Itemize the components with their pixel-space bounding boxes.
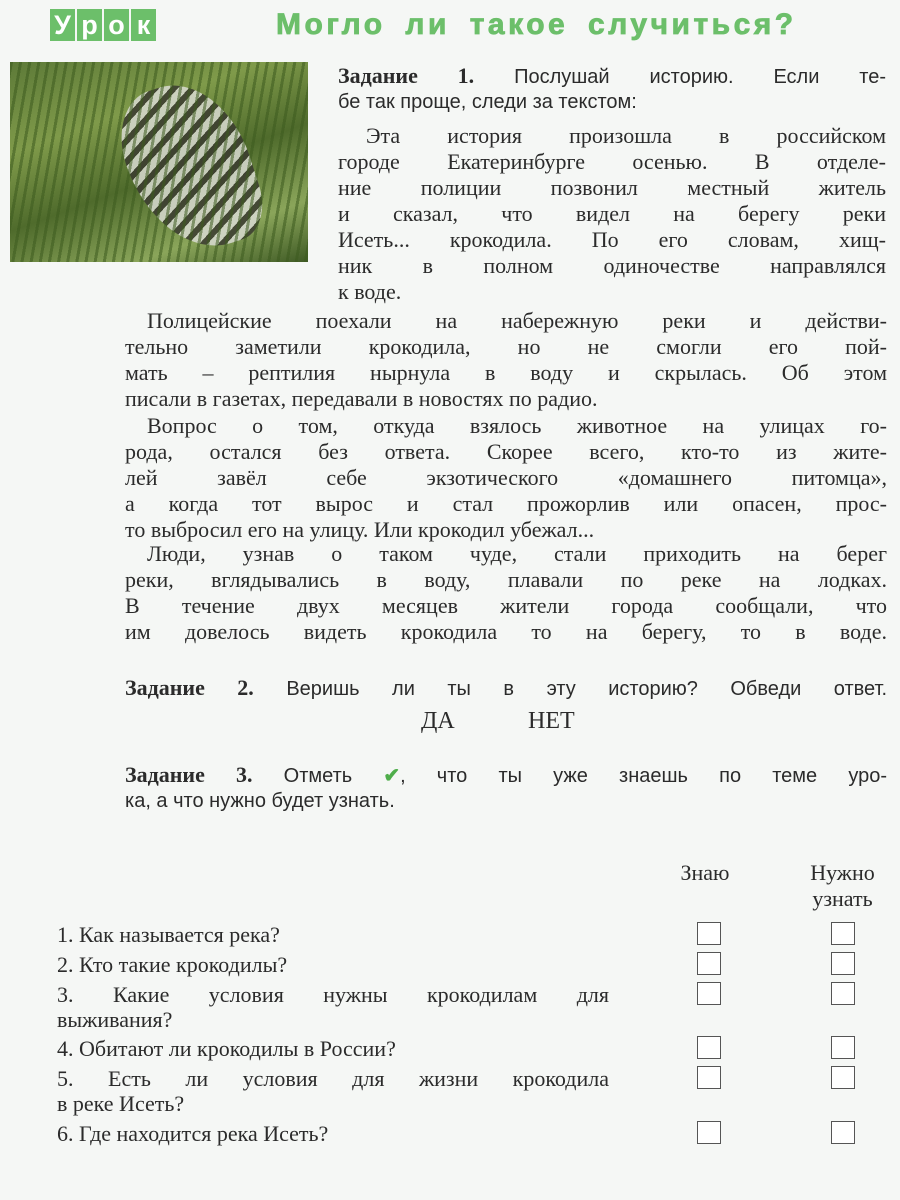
column-need-line1: Нужно	[810, 860, 875, 885]
know-checkbox[interactable]	[697, 1036, 721, 1059]
lesson-letter: о	[104, 9, 129, 41]
story-line: Полицейские поехали на набережную реки и действи-	[147, 308, 887, 333]
question-text: в реке Исеть?	[57, 1091, 185, 1116]
task3-text-line2: ка, а что нужно будет узнать.	[125, 790, 395, 812]
question-text: 2. Кто такие крокодилы?	[57, 952, 288, 977]
story-line: писали в газетах, передавали в новостях по радио.	[125, 386, 598, 411]
question-text: 6. Где находится река Исеть?	[57, 1121, 329, 1146]
know-checkbox[interactable]	[697, 952, 721, 975]
need-to-learn-checkbox[interactable]	[831, 1036, 855, 1059]
task3-label: Задание 3.	[125, 762, 253, 787]
need-to-learn-checkbox[interactable]	[831, 1066, 855, 1089]
story-line: тельно заметили крокодила, но не смогли его пой-	[125, 334, 887, 359]
task1-text: Послушай историю. Если те-	[514, 66, 886, 88]
story-line: то выбросил его на улицу. Или крокодил убежал...	[125, 517, 595, 542]
lesson-label	[50, 9, 156, 41]
lesson-letter: к	[131, 9, 156, 41]
lesson-letter: р	[77, 9, 102, 41]
story-line: мать – рептилия нырнула в воду и скрылась. Об этом	[125, 360, 887, 385]
story-line: и сказал, что видел на берегу реки	[338, 201, 886, 226]
need-to-learn-checkbox[interactable]	[831, 982, 855, 1005]
task3-heading	[125, 762, 887, 789]
task1-label: Задание 1.	[338, 63, 475, 88]
task1-heading	[338, 63, 886, 90]
need-to-learn-checkbox[interactable]	[831, 952, 855, 975]
column-know: Знаю	[680, 860, 730, 885]
task3-text-cont: , что ты уже знаешь по теме уро-	[400, 765, 888, 787]
story-line: Вопрос о том, откуда взялось животное на улицах го-	[147, 413, 887, 438]
lesson-title: Могло ли такое случиться?	[276, 8, 797, 41]
answer-no[interactable]: НЕТ	[528, 708, 575, 734]
task3-text: Отметь	[283, 765, 353, 787]
know-checkbox[interactable]	[697, 982, 721, 1005]
question-text: 5. Есть ли условия для жизни крокодила	[57, 1066, 609, 1091]
know-checkbox[interactable]	[697, 1121, 721, 1144]
story-line: городе Екатеринбурге осенью. В отделе-	[338, 149, 886, 174]
story-line: рода, остался без ответа. Скорее всего, кто-то из жите-	[125, 439, 887, 464]
lesson-letter: У	[50, 9, 75, 41]
question-text: 1. Как называется река?	[57, 922, 280, 947]
story-line: лей завёл себе экзотического «домашнего питомца»,	[125, 465, 887, 490]
task2-text: Веришь ли ты в эту историю? Обведи ответ.	[286, 678, 888, 700]
story-line: Исеть... крокодила. По его словам, хищ-	[338, 227, 886, 252]
question-text: 4. Обитают ли крокодилы в России?	[57, 1036, 396, 1061]
story-line: Люди, узнав о таком чуде, стали приходить на берег	[147, 541, 887, 566]
story-line: В течение двух месяцев жители города сообщали, что	[125, 593, 887, 618]
story-line: им довелось видеть крокодила то на берегу, то в воде.	[125, 619, 887, 644]
story-line: к воде.	[338, 279, 402, 304]
need-to-learn-checkbox[interactable]	[831, 922, 855, 945]
story-line: реки, вглядывались в воду, плавали по реке на лодках.	[125, 567, 887, 592]
task1-text-line2: бе так проще, следи за текстом:	[338, 91, 637, 113]
answer-yes[interactable]: ДА	[421, 708, 455, 734]
task2-heading	[125, 675, 887, 702]
know-checkbox[interactable]	[697, 1066, 721, 1089]
checkmark-icon: ✔	[383, 765, 401, 787]
column-need-to-learn	[790, 860, 895, 912]
crocodile-photo	[10, 62, 308, 262]
story-line: ние полиции позвонил местный житель	[338, 175, 886, 200]
story-line: Эта история произошла в российском	[366, 123, 886, 148]
story-line: а когда тот вырос и стал прожорлив или опасен, прос-	[125, 491, 887, 516]
need-to-learn-checkbox[interactable]	[831, 1121, 855, 1144]
question-text: 3. Какие условия нужны крокодилам для	[57, 982, 609, 1007]
know-checkbox[interactable]	[697, 922, 721, 945]
task2-label: Задание 2.	[125, 675, 254, 700]
question-text: выживания?	[57, 1007, 173, 1032]
column-need-line2: узнать	[812, 886, 873, 911]
story-line: ник в полном одиночестве направлялся	[338, 253, 886, 278]
